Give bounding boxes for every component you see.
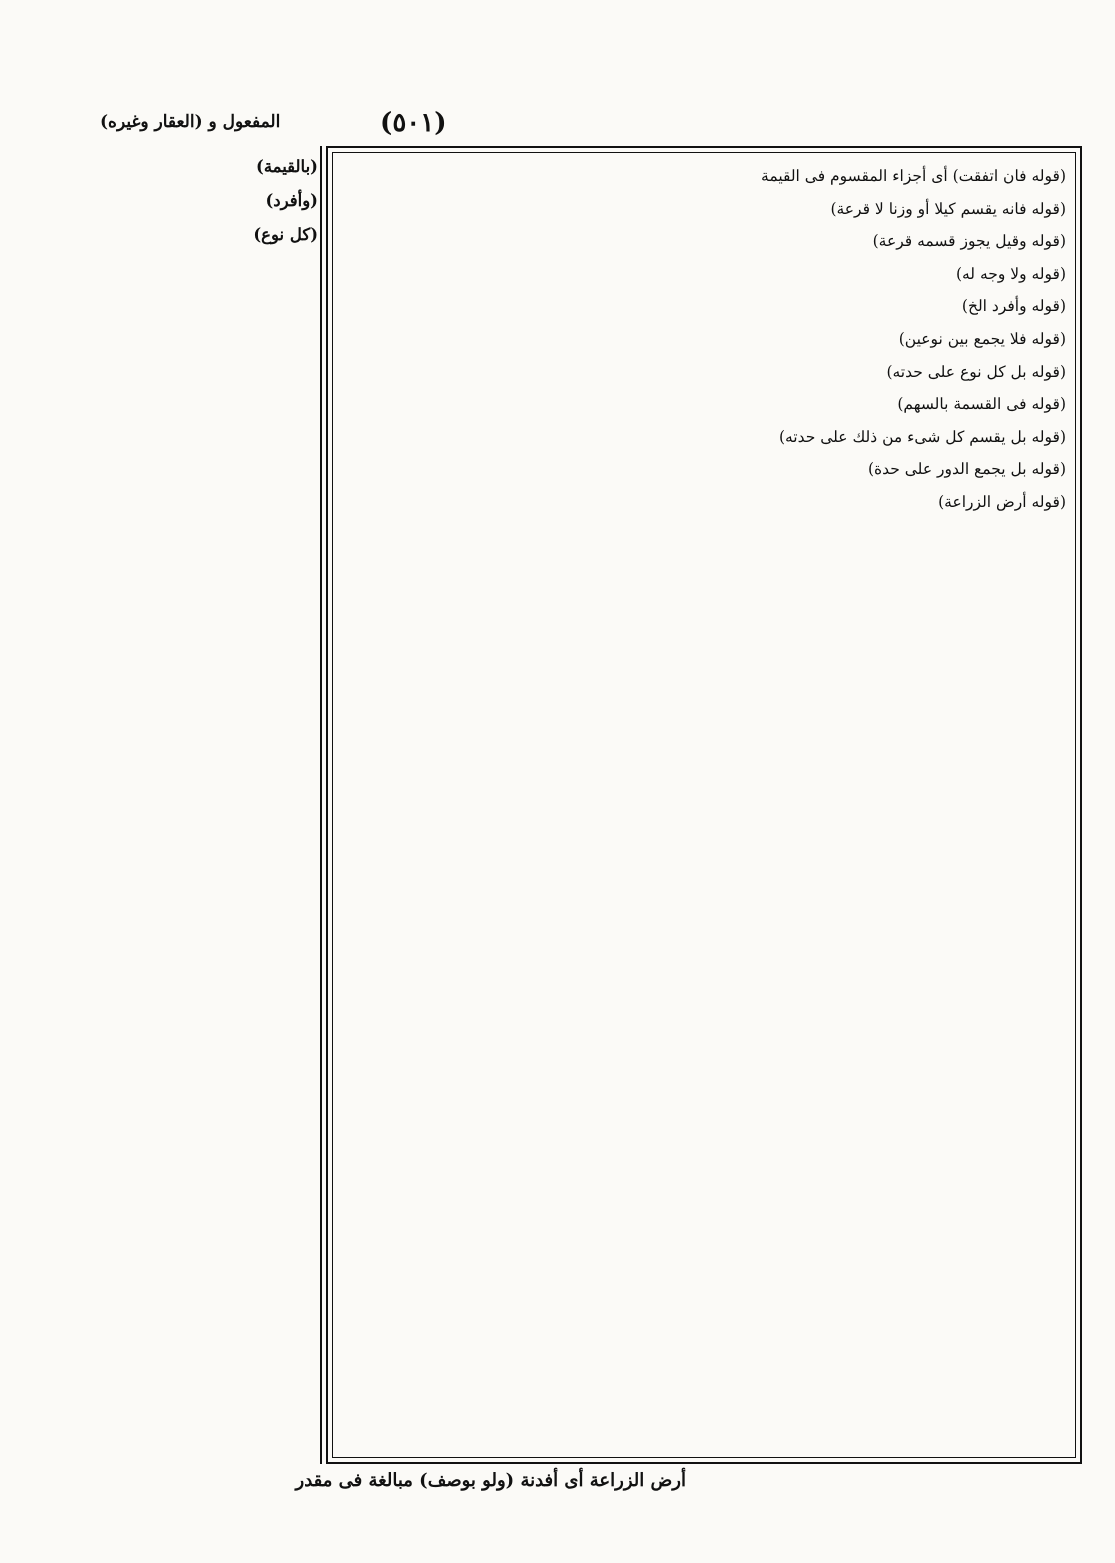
main-paragraph: (قوله فى القسمة بالسهم): [897, 395, 1066, 414]
main-paragraph: (قوله وأفرد الخ): [961, 297, 1066, 316]
side-column-text: [112, 150, 318, 1462]
running-header-left: المفعول و (العقار وغيره): [100, 112, 281, 132]
main-text-frame: [326, 146, 1082, 1464]
main-paragraph: (قوله أرض الزراعة): [938, 492, 1066, 511]
side-paragraph: (وأفرد): [265, 191, 318, 210]
main-paragraph: (قوله فان اتفقت) أى أجزاء المقسوم فى القيمة: [761, 167, 1066, 185]
page-header: [100, 108, 1085, 148]
main-paragraph: (قوله وقيل يجوز قسمه قرعة): [872, 232, 1066, 251]
page-number: (٥٠١): [380, 108, 447, 138]
main-text-body: [342, 160, 1066, 519]
main-paragraph: (قوله فانه يقسم كيلا أو وزنا لا قرعة): [830, 199, 1066, 218]
main-paragraph: (قوله ولا وجه له): [955, 264, 1066, 283]
main-paragraph: (قوله بل يقسم كل شىء من ذلك على حدته): [778, 427, 1066, 446]
side-paragraph: (بالقيمة): [256, 157, 318, 176]
main-paragraph: (قوله فلا يجمع بين نوعين): [898, 329, 1066, 348]
page-footer: أرض الزراعة أى أفدنة (ولو بوصف) مبالغة فى مقدر: [295, 1470, 686, 1491]
main-paragraph: (قوله بل كل نوع على حدته): [886, 362, 1066, 381]
column-divider: [320, 146, 322, 1464]
side-paragraph: (كل نوع): [253, 225, 318, 244]
main-paragraph: (قوله بل يجمع الدور على حدة): [867, 460, 1066, 479]
